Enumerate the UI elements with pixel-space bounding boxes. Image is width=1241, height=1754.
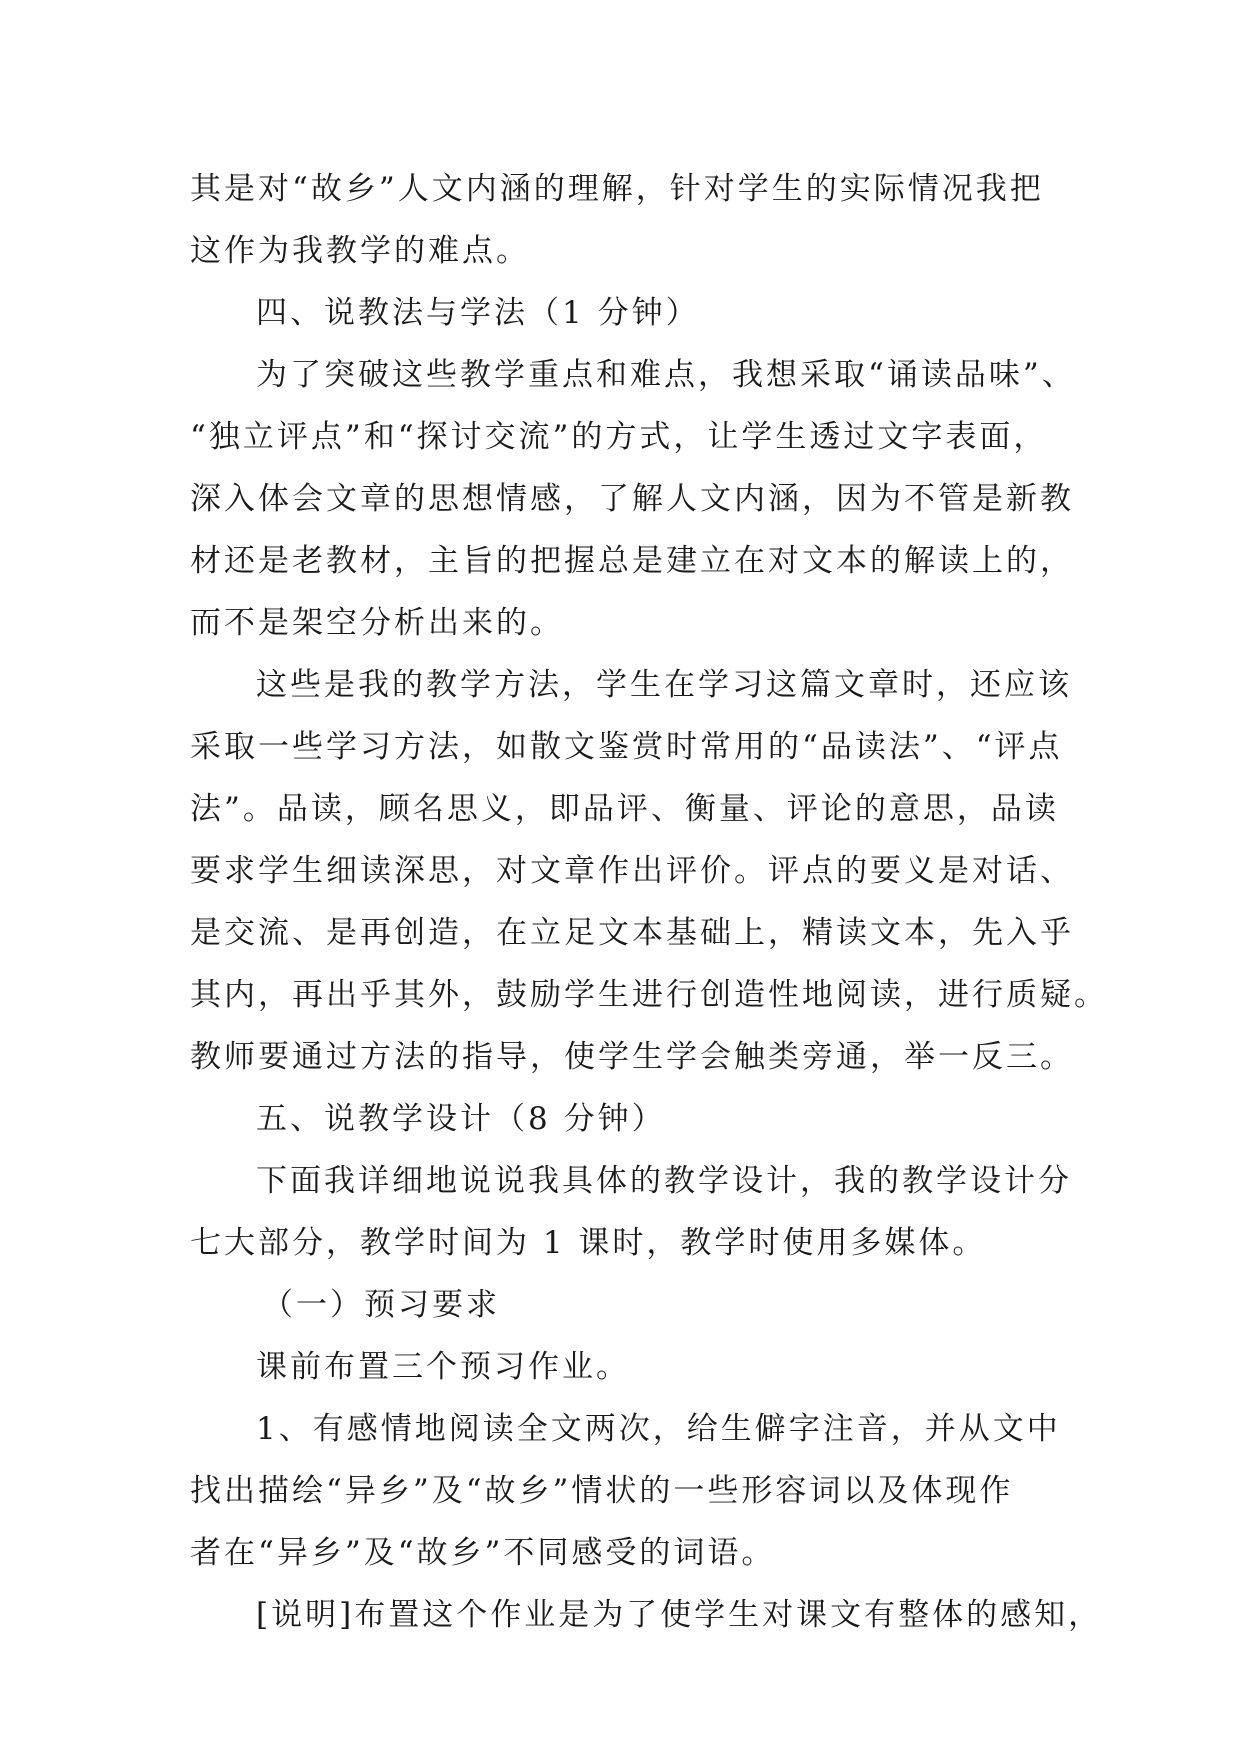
- text-line: 这些是我的教学方法，学生在学习这篇文章时，还应该: [256, 667, 1072, 703]
- text-line: 而不是架空分析出来的。: [190, 605, 564, 641]
- document-body: [190, 158, 1108, 1646]
- text-line: 下面我详细地说说我具体的教学设计，我的教学设计分: [256, 1163, 1072, 1199]
- text-line: 教师要通过方法的指导，使学生学会触类旁通，举一反三。: [190, 1039, 1074, 1075]
- text-line: 这作为我教学的难点。: [190, 233, 530, 269]
- text-line: 七大部分，教学时间为 1 课时，教学时使用多媒体。: [190, 1225, 987, 1261]
- list-item: 1、有感情地阅读全文两次，给生僻字注音，并从文中: [256, 1411, 1061, 1447]
- text-line: 其是对“故乡”人文内涵的理解，针对学生的实际情况我把: [190, 171, 1044, 207]
- text-line: 者在“异乡”及“故乡”不同感受的词语。: [190, 1535, 776, 1571]
- text-line: 课前布置三个预习作业。: [256, 1349, 630, 1385]
- text-line: 采取一些学习方法，如散文鉴赏时常用的“品读法”、“评点: [190, 729, 1063, 765]
- section-heading: 五、说教学设计（8 分钟）: [256, 1101, 666, 1137]
- text-line: “独立评点”和“探讨交流”的方式，让学生透过文字表面，: [190, 419, 1048, 455]
- text-line: 深入体会文章的思想情感，了解人文内涵，因为不管是新教: [190, 481, 1074, 517]
- text-line: 是交流、是再创造，在立足文本基础上，精读文本，先入乎: [190, 915, 1074, 951]
- text-line: 法”。品读，顾名思义，即品评、衡量、评论的意思，品读: [190, 791, 1059, 827]
- text-line: 要求学生细读深思，对文章作出评价。评点的要义是对话、: [190, 853, 1074, 889]
- section-heading: 四、说教法与学法（1 分钟）: [256, 295, 700, 331]
- text-line: 找出描绘“异乡”及“故乡”情状的一些形容词以及体现作: [190, 1473, 1014, 1509]
- text-line: 为了突破这些教学重点和难点，我想采取“诵读品味”、: [256, 357, 1076, 393]
- note-line: [说明]布置这个作业是为了使学生对课文有整体的感知，: [256, 1597, 1103, 1633]
- text-line: 其内，再出乎其外，鼓励学生进行创造性地阅读，进行质疑。: [190, 977, 1108, 1013]
- subsection-heading: （一）预习要求: [262, 1287, 500, 1323]
- text-line: 材还是老教材，主旨的把握总是建立在对文本的解读上的，: [190, 543, 1074, 579]
